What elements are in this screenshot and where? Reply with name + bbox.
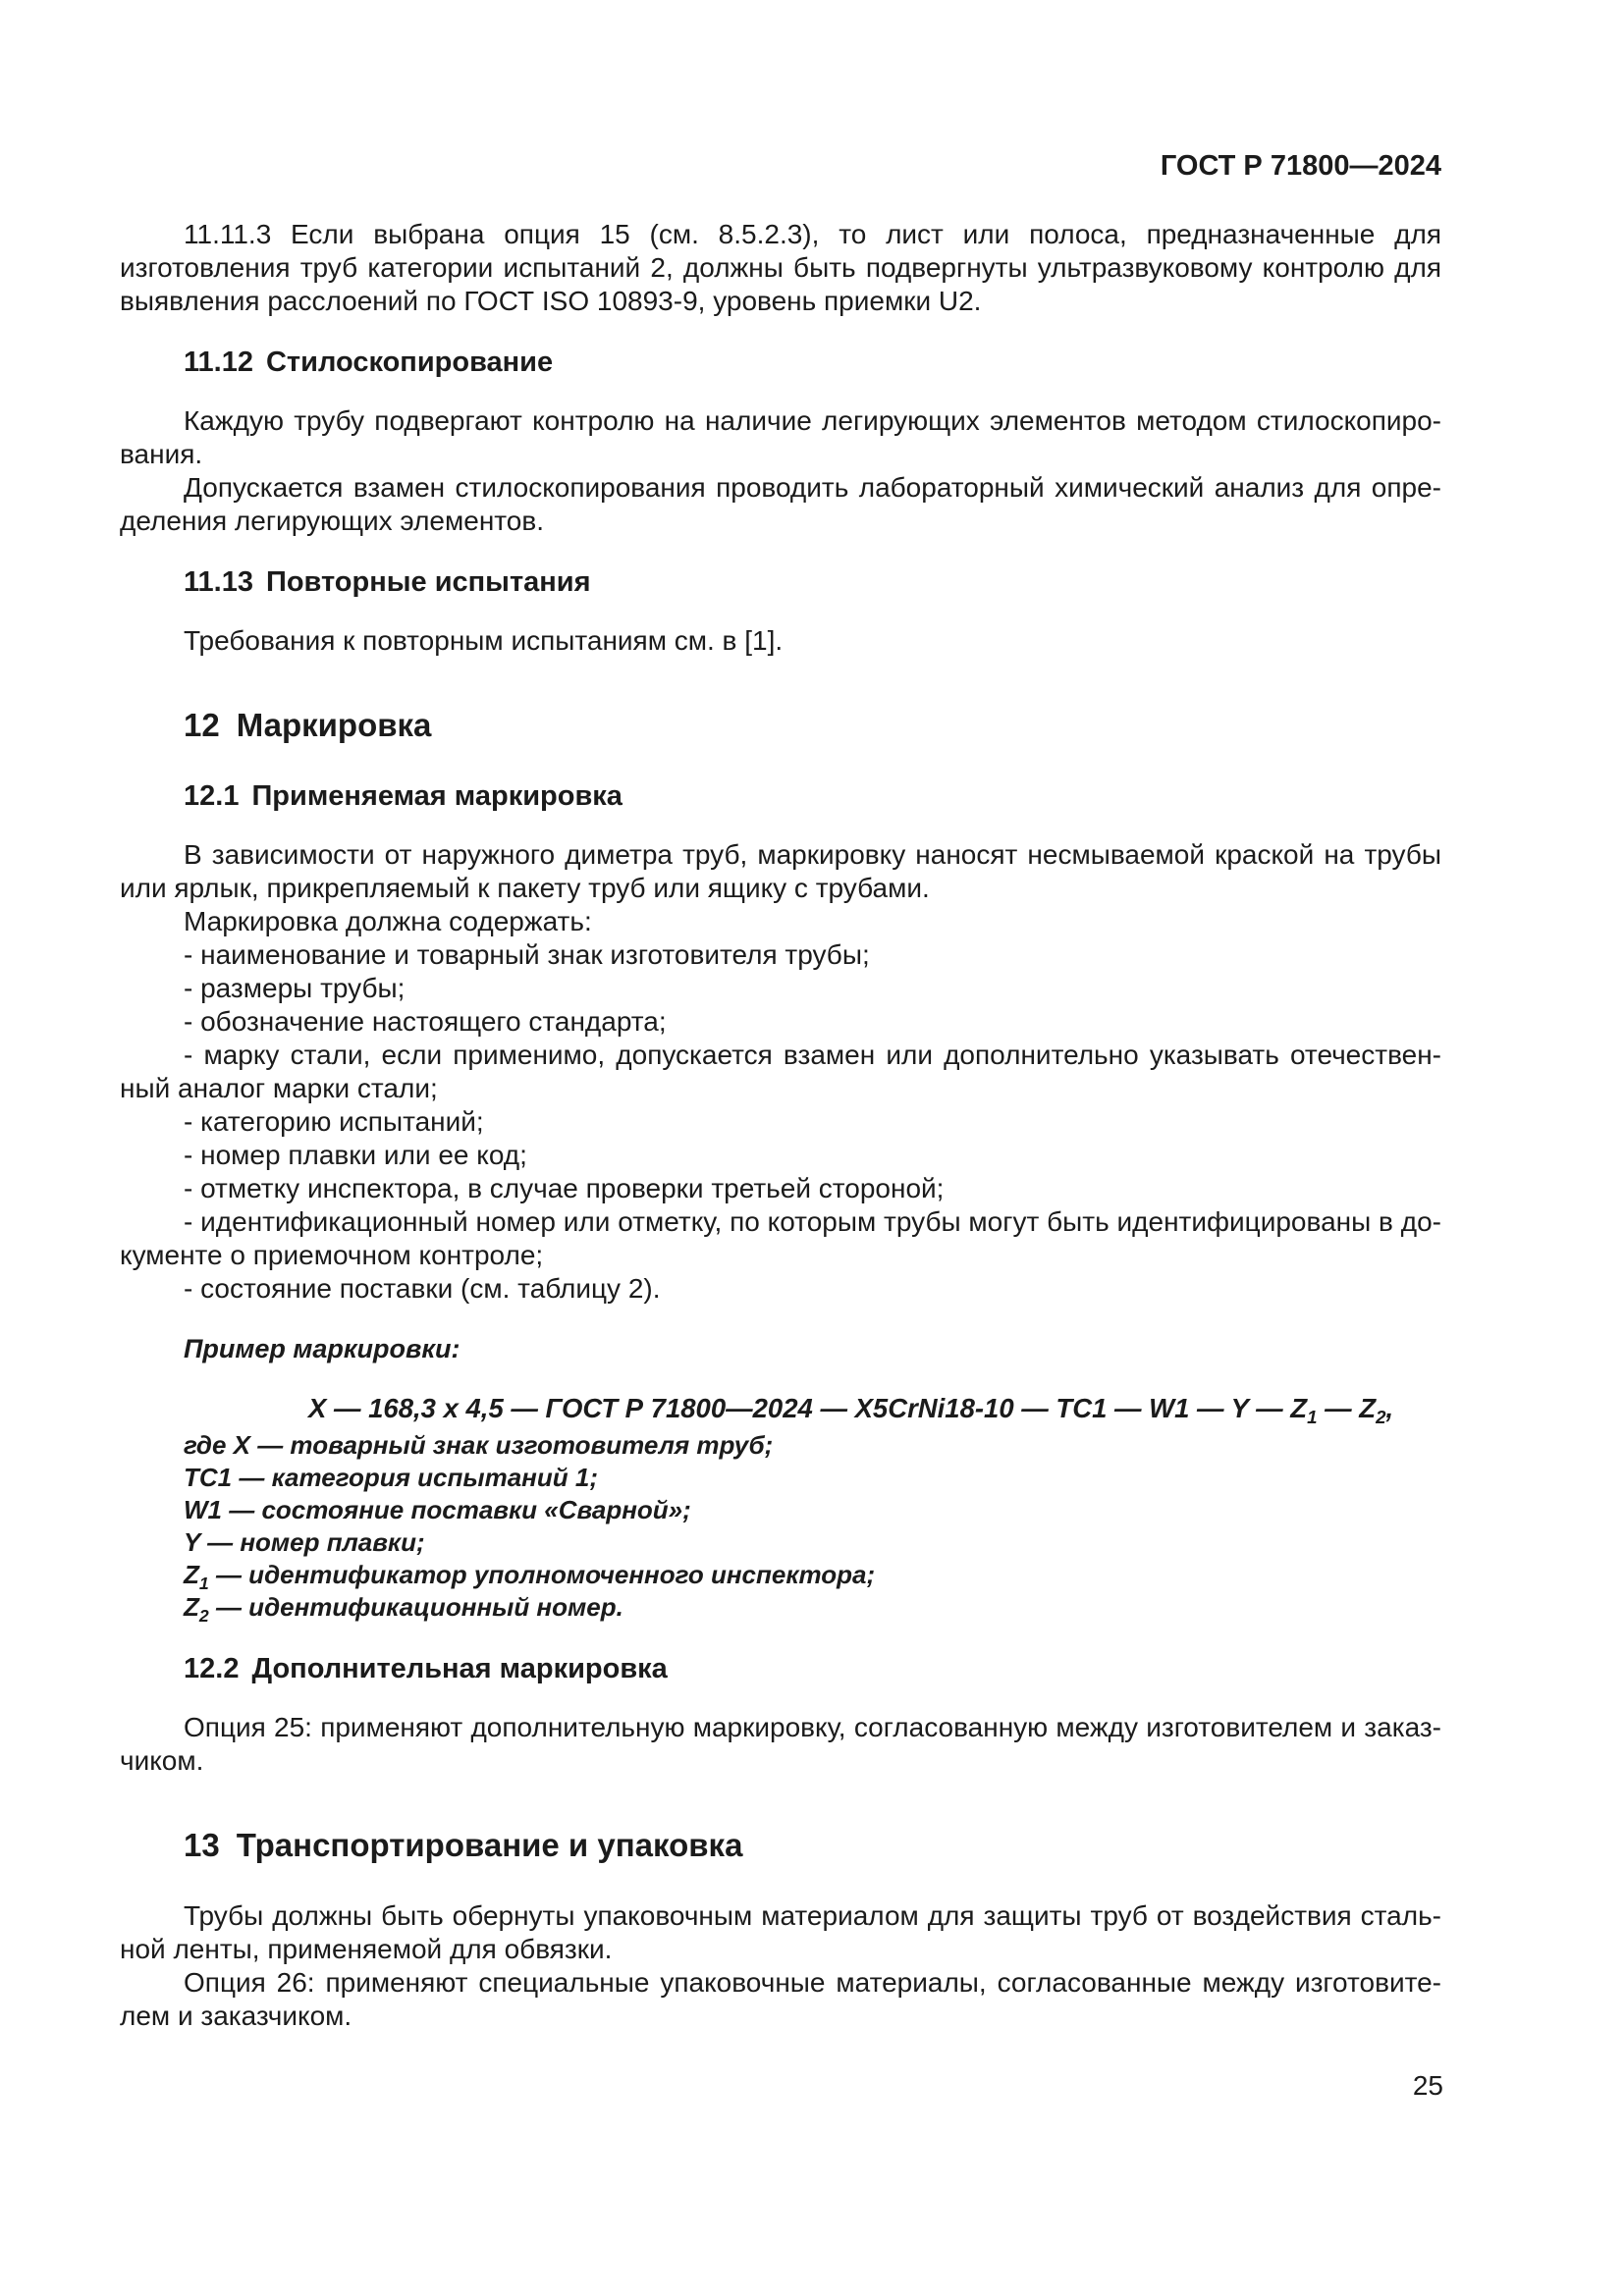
heading-title: Стилоскопирование	[265, 347, 554, 378]
paragraph-11-13-1: Требования к повторным испытаниям см. в [1].	[184, 625, 784, 656]
paragraph-13-1: Трубы должны быть обернуты упаковочным материалом для защиты труб от воздействия стальной ленты, применяемой для обвязки.	[120, 1900, 1441, 1964]
where-line-x	[120, 1430, 1441, 1463]
list-item-marking-2: - размеры трубы;	[184, 973, 406, 1003]
heading-title: Дополнительная маркировка	[251, 1653, 668, 1684]
list-item-marking-7: - отметку инспектора, в случае проверки третьей стороной;	[184, 1173, 945, 1203]
example-label: Пример маркировки:	[184, 1334, 460, 1363]
paragraph-12-1-2: Маркировка должна содержать:	[184, 906, 592, 936]
section-heading-12-2	[120, 1652, 1441, 1685]
paragraph-13-2: Опция 26: применяют специальные упаковочные материалы, согласованные между изготовителем и заказчиком.	[120, 1967, 1441, 2031]
paragraph-11-11-3: 11.11.3 Если выбрана опция 15 (см. 8.5.2.3), то лист или полоса, предназначенные для изготовления труб категории испытаний 2, должны быть подвергнуты ультразвуковому контролю для выявления расслоений по ГОСТ ISO 10893-9, уровень приемки U2.	[120, 219, 1441, 316]
heading-number: 11.12	[184, 347, 253, 378]
paragraph-12-2-1: Опция 25: применяют дополнительную маркировку, согласованную между изготовителем и заказчиком.	[120, 1712, 1441, 1776]
where-line-tc1	[120, 1463, 1441, 1495]
heading-title: Маркировка	[236, 707, 432, 743]
where-text: — идентификационный номер.	[208, 1592, 623, 1622]
heading-number: 12	[184, 707, 220, 743]
where-text: где X — товарный знак изготовителя труб;	[184, 1430, 774, 1460]
doc-code-header: ГОСТ Р 71800—2024	[1160, 150, 1441, 182]
section-heading-11-12	[120, 346, 1441, 379]
list-item-marking-9: - состояние поставки (см. таблицу 2).	[184, 1273, 661, 1304]
subscript: 2	[1376, 1406, 1386, 1427]
subscript: 1	[1307, 1406, 1318, 1427]
where-text: — идентификатор уполномоченного инспектора;	[208, 1560, 876, 1589]
formula-text: — Z	[1317, 1393, 1377, 1423]
where-text: Z	[184, 1560, 199, 1589]
formula-text: X — 168,3 x 4,5 — ГОСТ Р 71800—2024 — X5CrNi18-10 — TC1 — W1 — Y — Z	[308, 1393, 1308, 1423]
where-text: TC1 — категория испытаний 1;	[184, 1463, 598, 1492]
page-number: 25	[1412, 2070, 1443, 2101]
list-item-marking-5: - категорию испытаний;	[184, 1106, 484, 1137]
where-line-z2	[120, 1592, 1441, 1625]
list-item-marking-4: - марку стали, если применимо, допускается взамен или дополнительно указывать отечественный аналог марки стали;	[120, 1040, 1441, 1103]
heading-number: 11.13	[184, 566, 253, 598]
heading-number: 12.1	[184, 780, 240, 812]
paragraph-12-1-1: В зависимости от наружного диметра труб, маркировку наносят несмываемой краской на трубы или ярлык, прикрепляемый к пакету труб или ящику с трубами.	[120, 839, 1441, 903]
page-content	[120, 149, 1441, 2033]
chapter-heading-12	[120, 707, 1441, 744]
where-text: W1 — состояние поставки «Сварной»;	[184, 1495, 691, 1524]
section-heading-11-13	[120, 565, 1441, 599]
heading-number: 13	[184, 1827, 220, 1863]
section-heading-12-1	[120, 779, 1441, 813]
list-item-marking-1: - наименование и товарный знак изготовителя трубы;	[184, 939, 870, 970]
heading-number: 12.2	[184, 1653, 240, 1684]
heading-title: Транспортирование и упаковка	[236, 1827, 743, 1863]
chapter-heading-13	[120, 1827, 1441, 1864]
list-item-marking-3: - обозначение настоящего стандарта;	[184, 1006, 667, 1037]
subscript: 2	[198, 1605, 209, 1626]
where-text: Y — номер плавки;	[184, 1527, 425, 1557]
formula-text: ,	[1385, 1393, 1394, 1423]
example-marking-line	[120, 1392, 1441, 1428]
heading-title: Применяемая маркировка	[251, 780, 623, 812]
paragraph-11-12-2: Допускается взамен стилоскопирования проводить лабораторный химический анализ для определения легирующих элементов.	[120, 472, 1441, 536]
where-line-y	[120, 1527, 1441, 1560]
where-line-w1	[120, 1495, 1441, 1527]
heading-title: Повторные испытания	[265, 566, 591, 598]
list-item-marking-6: - номер плавки или ее код;	[184, 1140, 527, 1170]
where-text: Z	[184, 1592, 199, 1622]
paragraph-11-12-1: Каждую трубу подвергают контролю на наличие легирующих элементов методом стилоскопирования.	[120, 405, 1441, 469]
subscript: 1	[198, 1573, 209, 1593]
where-line-z1	[120, 1560, 1441, 1592]
list-item-marking-8: - идентификационный номер или отметку, по которым трубы могут быть идентифицированы в документе о приемочном контроле;	[120, 1206, 1441, 1270]
